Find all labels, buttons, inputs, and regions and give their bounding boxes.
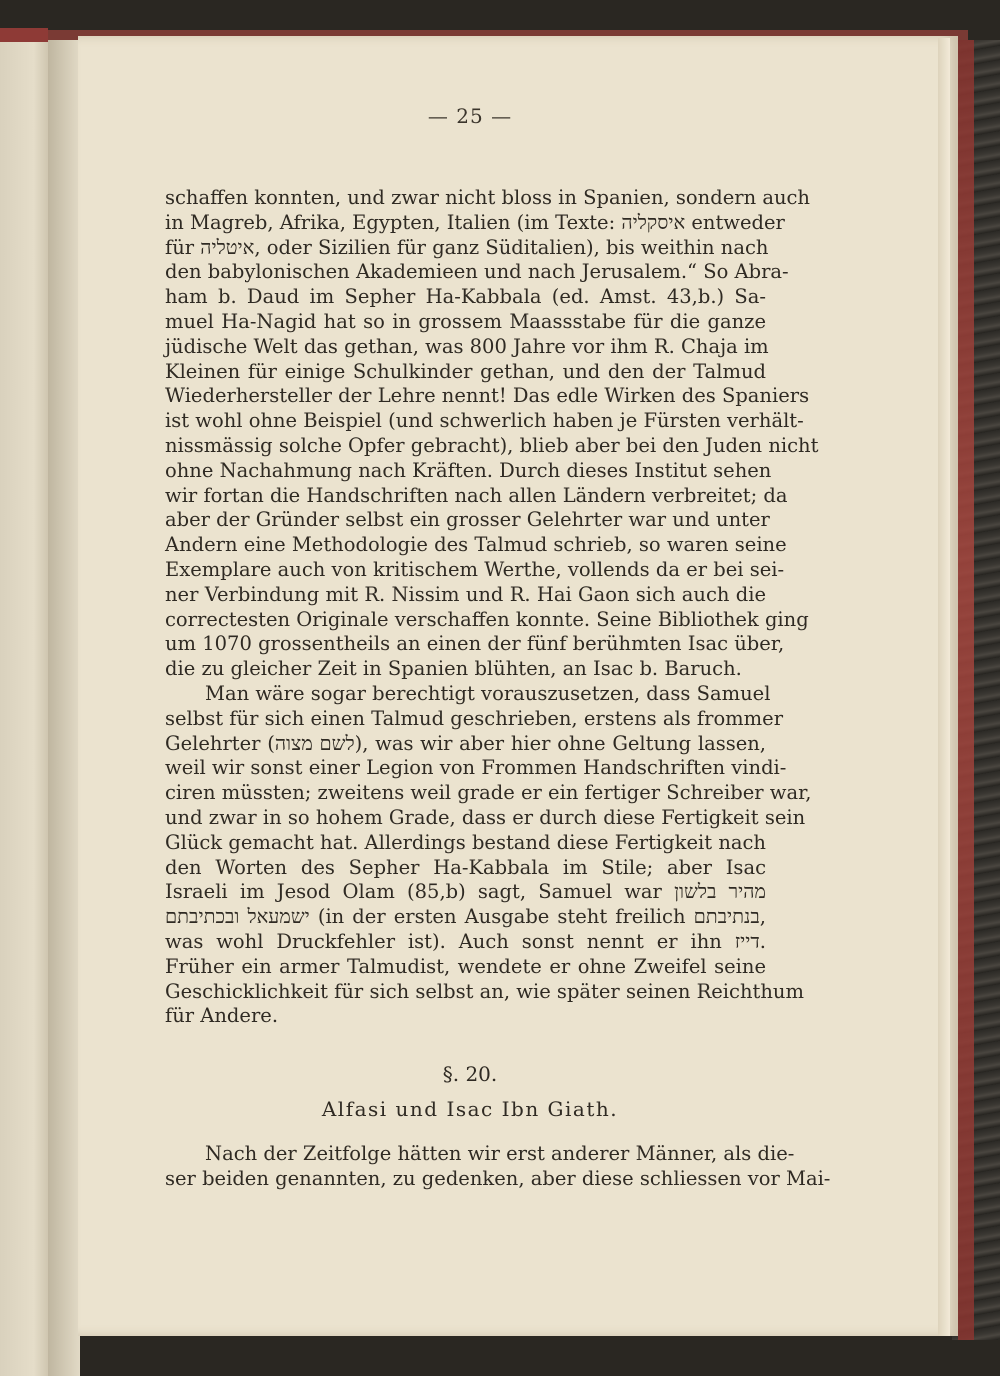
section-title: Alfasi und Isac Ibn Giath. <box>321 1097 619 1121</box>
text-line: für Andere. <box>165 1004 279 1028</box>
text-line: Israeli im Jesod Olam (85,b) sagt, Samuel war מהיר בלשון <box>165 880 766 904</box>
text-line: ciren müssten; zweitens weil grade er ein fertiger Schreiber war, <box>165 781 812 805</box>
text-line: Geschicklichkeit für sich selbst an, wie später seinen Reichthum <box>165 979 804 1003</box>
text-line: Andern eine Methodologie des Talmud schrieb, so waren seine <box>165 533 787 557</box>
text-line: Kleinen für einige Schulkinder gethan, und den der Talmud <box>165 359 766 383</box>
text-line: ham b. Daud im Sepher Ha-Kabbala (ed. Amst. 43,b.) Sa- <box>165 285 766 309</box>
text-line: in Magreb, Afrika, Egypten, Italien (im Texte: איסקליה entweder <box>165 210 785 234</box>
paragraph-1 <box>165 186 819 682</box>
text-line: die zu gleicher Zeit in Spanien blühten, an Isac b. Baruch. <box>165 657 742 681</box>
text-line: aber der Gründer selbst ein grosser Gelehrter war und unter <box>165 508 770 532</box>
text-line: Gelehrter (לשם מצוה), was wir aber hier ohne Geltung lassen, <box>165 731 767 755</box>
text-line: schaffen konnten, und zwar nicht bloss in Spanien, sondern auch <box>165 186 810 209</box>
text-line: wir fortan die Handschriften nach allen Ländern verbreitet; da <box>165 483 788 507</box>
text-line: um 1070 grossentheils an einen der fünf berühmten Isac über, <box>165 632 785 656</box>
text-line: jüdische Welt das gethan, was 800 Jahre vor ihm R. Chaja im <box>165 334 769 358</box>
text-line: ישמעאל ובכתיבתם (in der ersten Ausgabe steht freilich בנתיבתם, <box>165 905 766 929</box>
text-line: Man wäre sogar berechtigt vorauszusetzen, dass Samuel <box>205 682 771 705</box>
text-line: und zwar in so hohem Grade, dass er durch diese Fertigkeit sein <box>165 805 806 829</box>
text-line: correctesten Originale verschaffen konnte. Seine Bibliothek ging <box>165 607 809 631</box>
facing-page-edge <box>0 28 48 1376</box>
text-line: für איטליה, oder Sizilien für ganz Süditalien), bis weithin nach <box>165 235 769 259</box>
text-line: Glück gemacht hat. Allerdings bestand diese Fertigkeit nach <box>165 830 766 854</box>
page-number: — 25 — <box>427 104 513 128</box>
text-line: ist wohl ohne Beispiel (und schwerlich haben je Fürsten verhält- <box>165 409 804 433</box>
text-line: ner Verbindung mit R. Nissim und R. Hai Gaon sich auch die <box>165 582 766 606</box>
paragraph-3 <box>165 1142 831 1192</box>
cover-edge-left <box>0 28 48 42</box>
text-line: Früher ein armer Talmudist, wendete er ohne Zweifel seine <box>165 954 766 978</box>
text-line: Nach der Zeitfolge hätten wir erst anderer Männer, als die- <box>205 1142 795 1165</box>
book-gutter <box>48 30 80 1376</box>
cover-binding-red <box>958 40 974 1340</box>
text-line: ser beiden genannten, zu gedenken, aber diese schliessen vor Mai- <box>165 1166 831 1190</box>
text-line: Wiederhersteller der Lehre nennt! Das edle Wirken des Spaniers <box>165 384 810 408</box>
text-line: nissmässig solche Opfer gebracht), blieb aber bei den Juden nicht <box>165 433 819 457</box>
paragraph-2 <box>165 682 812 1029</box>
text-line: muel Ha-Nagid hat so in grossem Maassstabe für die ganze <box>165 309 766 333</box>
text-line: selbst für sich einen Talmud geschrieben, erstens als frommer <box>165 706 784 730</box>
section-number: §. 20. <box>442 1062 498 1086</box>
text-line: ohne Nachahmung nach Kräften. Durch dieses Institut sehen <box>165 458 772 482</box>
page-stack-edge <box>938 38 950 1336</box>
text-line: was wohl Druckfehler ist). Auch sonst nennt er ihn דייז. <box>165 929 766 953</box>
text-line: Exemplare auch von kritischem Werthe, vollends da er bei sei- <box>165 557 785 581</box>
text-line: den Worten des Sepher Ha-Kabbala im Stile; aber Isac <box>165 855 766 879</box>
text-line: weil wir sonst einer Legion von Frommen Handschriften vindi- <box>165 756 787 780</box>
text-line: den babylonischen Akademieen und nach Jerusalem.“ So Abra- <box>165 260 789 284</box>
